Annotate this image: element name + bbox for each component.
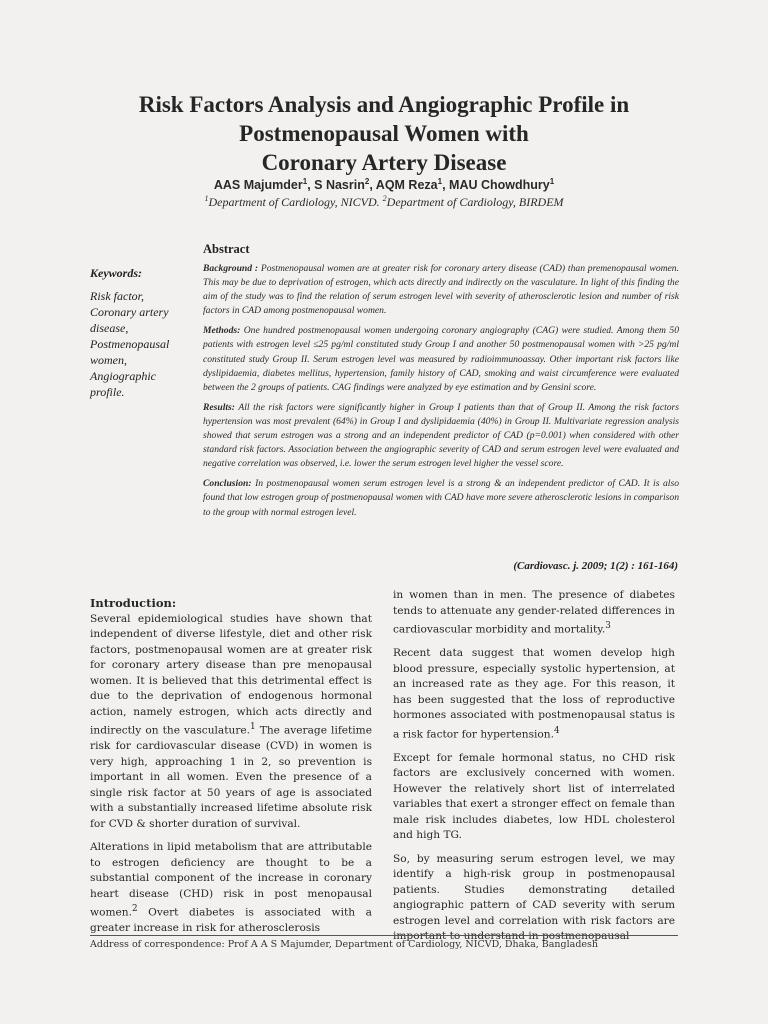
title-line-1: Risk Factors Analysis and Angiographic Profile in <box>138 92 630 117</box>
keywords-list <box>90 288 200 400</box>
affil-sup: 2 <box>382 194 387 203</box>
methods-text: One hundred postmenopausal women undergoing coronary angiography (CAG) were studied. Among them 50 patients with estrogen level ≤25 pg/ml constituted study Group I and another 50 postmenopausal women with >25 pg/ml constituted study Group II. Serum estrogen level was measured by radioimmunoassay. Other important risk factors like dyslipidaemia, diabetes mellitus, hypertension, family history of CAD, smoking and waist circumference were evaluated between the 2 groups of patients. CAG findings were analyzed by eye estimation and by Gensini score. <box>203 325 679 393</box>
keyword: Coronary artery <box>90 305 169 319</box>
keyword: Angiographic <box>90 369 156 383</box>
journal-citation: (Cardiovasc. j. 2009; 1(2) : 161-164) <box>513 560 678 572</box>
intro-text: Recent data suggest that women develop high blood pressure, especially systolic hypertension, at an increased rate as they age. For this reason, it has been suggested that the loss of reproductive hormones associated with postmenopausal status is a risk factor for hypertension. <box>393 647 675 741</box>
abstract-heading: Abstract <box>203 242 250 256</box>
intro-paragraph <box>90 840 372 937</box>
affil-sup: 1 <box>204 194 209 203</box>
keyword: women, <box>90 353 127 367</box>
results-text: All the risk factors were significantly higher in Group I patients than that of Group II. Among the risk factors hypertension was most prevalent (64%) in Group I and dyslipidaemia (40%) in Group II. Multivariate regression analysis showed that serum estrogen was a strong and an independent predictor of CAD (p=0.001) when considered with other standard risk factors. Association between the angiographic severity of CAD and serum estrogen level were evaluated and negative correlation was observed, i.e. lower the serum estrogen level higher the vessel score. <box>203 401 680 470</box>
ref-sup: 1 <box>250 722 256 732</box>
ref-sup: 2 <box>131 904 138 915</box>
affiliations <box>40 195 728 210</box>
keyword: Risk factor, <box>90 289 144 303</box>
background-label: Background : <box>203 263 259 274</box>
intro-text: The average lifetime risk for cardiovascular disease (CVD) in women is very high, approaching 1 in 2, so prevention is important in all women. Even the presence of a single risk factor at 50 years of age is associated with a substantially increased lifetime absolute risk for CVD & shorter duration of survival. <box>90 724 372 830</box>
paper-title <box>40 90 728 177</box>
author-sup: 1 <box>437 176 443 186</box>
title-line-2: Postmenopausal Women with <box>239 121 529 146</box>
intro-text: Alterations in lipid metabolism that are attributable to estrogen deficiency are thought to be a substantial component of the increase in coronary heart disease (CHD) risk in post menopausal women. <box>90 841 372 919</box>
conclusion-label: Conclusion: <box>203 478 252 490</box>
author-sup: 1 <box>549 176 555 186</box>
abstract-results <box>203 401 679 471</box>
footer-divider <box>90 935 678 936</box>
intro-paragraph: Except for female hormonal status, no CHD risk factors are exclusively concerned with women. However the relatively short list of interrelated variables that exert a stronger effect on female than male risk includes diabetes, low HDL cholesterol and high TG. <box>393 751 675 842</box>
right-column <box>393 588 675 953</box>
author: S Nasrin <box>314 178 365 192</box>
author-sup: 1 <box>302 176 308 186</box>
affiliation: Department of Cardiology, NICVD. <box>208 195 380 209</box>
intro-paragraph <box>393 646 675 743</box>
correspondence-address: Address of correspondence: Prof A A S Majumder, Department of Cardiology, NICVD, Dhaka, Bangladesh <box>90 939 599 950</box>
title-line-3: Coronary Artery Disease <box>261 150 507 175</box>
intro-paragraph <box>90 612 372 833</box>
abstract-conclusion <box>203 477 679 519</box>
author-sup: 2 <box>364 176 370 186</box>
ref-sup: 3 <box>605 621 611 631</box>
keyword: Postmenopausal <box>90 337 170 351</box>
author-list: AAS Majumder$^1$, S Nasrin$^2$, AQM Reza$^1$, MAU Chowdhury$^1$ <box>213 176 555 192</box>
intro-text: in women than in men. The presence of diabetes tends to attenuate any gender-related differences in cardiovascular morbidity and mortality. <box>393 589 675 636</box>
intro-text: Several epidemiological studies have shown that independent of diverse lifestyle, diet and other risk factors, postmenopausal women are at greater risk for coronary artery disease than pre menopausal women. It is believed that this detrimental effect is due to the deprivation of endogenous hormonal action, namely estrogen, which acts directly and indirectly on the vasculature. <box>90 612 372 737</box>
author: AAS Majumder <box>213 178 303 192</box>
ref-sup: 4 <box>554 725 560 736</box>
keywords-label: Keywords: <box>90 266 142 280</box>
introduction-heading: Introduction: <box>90 596 177 610</box>
abstract-background <box>203 262 679 318</box>
keyword: disease, <box>90 321 129 335</box>
author: AQM Reza <box>375 178 438 192</box>
abstract-methods <box>203 324 679 394</box>
left-column <box>90 596 372 945</box>
intro-paragraph: So, by measuring serum estrogen level, we may identify a high-risk group in postmenopausal patients. Studies demonstrating detailed angiographic pattern of CAD severity with serum estrogen level and correlation with risk factors are important to understand in postmenopausal <box>393 852 675 943</box>
results-label: Results: <box>203 401 235 413</box>
author: MAU Chowdhury <box>449 178 550 192</box>
abstract-body <box>203 262 679 526</box>
methods-label: Methods: <box>203 325 241 337</box>
affiliation: Department of Cardiology, BIRDEM <box>386 195 564 209</box>
keyword: profile. <box>90 385 125 399</box>
conclusion-text: In postmenopausal women serum estrogen level is a strong & an independent predictor of CAD. It is also found that low estrogen group of postmenopausal women with CAD have more severe atherosclerotic lesions in comparison to the group with normal estrogen level. <box>203 478 679 518</box>
background-text: Postmenopausal women are at greater risk for coronary artery disease (CAD) than premenopausal women. This may be due to deprivation of estrogen, which acts directly and indirectly on the vasculature. In light of this finding the aim of the study was to find the relation of serum estrogen level with severity of atherosclerotic lesion and number of risk factors in CAD among postmenopausal women. <box>203 263 679 317</box>
intro-paragraph <box>393 588 675 638</box>
intro-text: Overt diabetes is associated with a greater increase in risk for atherosclerosis <box>90 906 372 935</box>
